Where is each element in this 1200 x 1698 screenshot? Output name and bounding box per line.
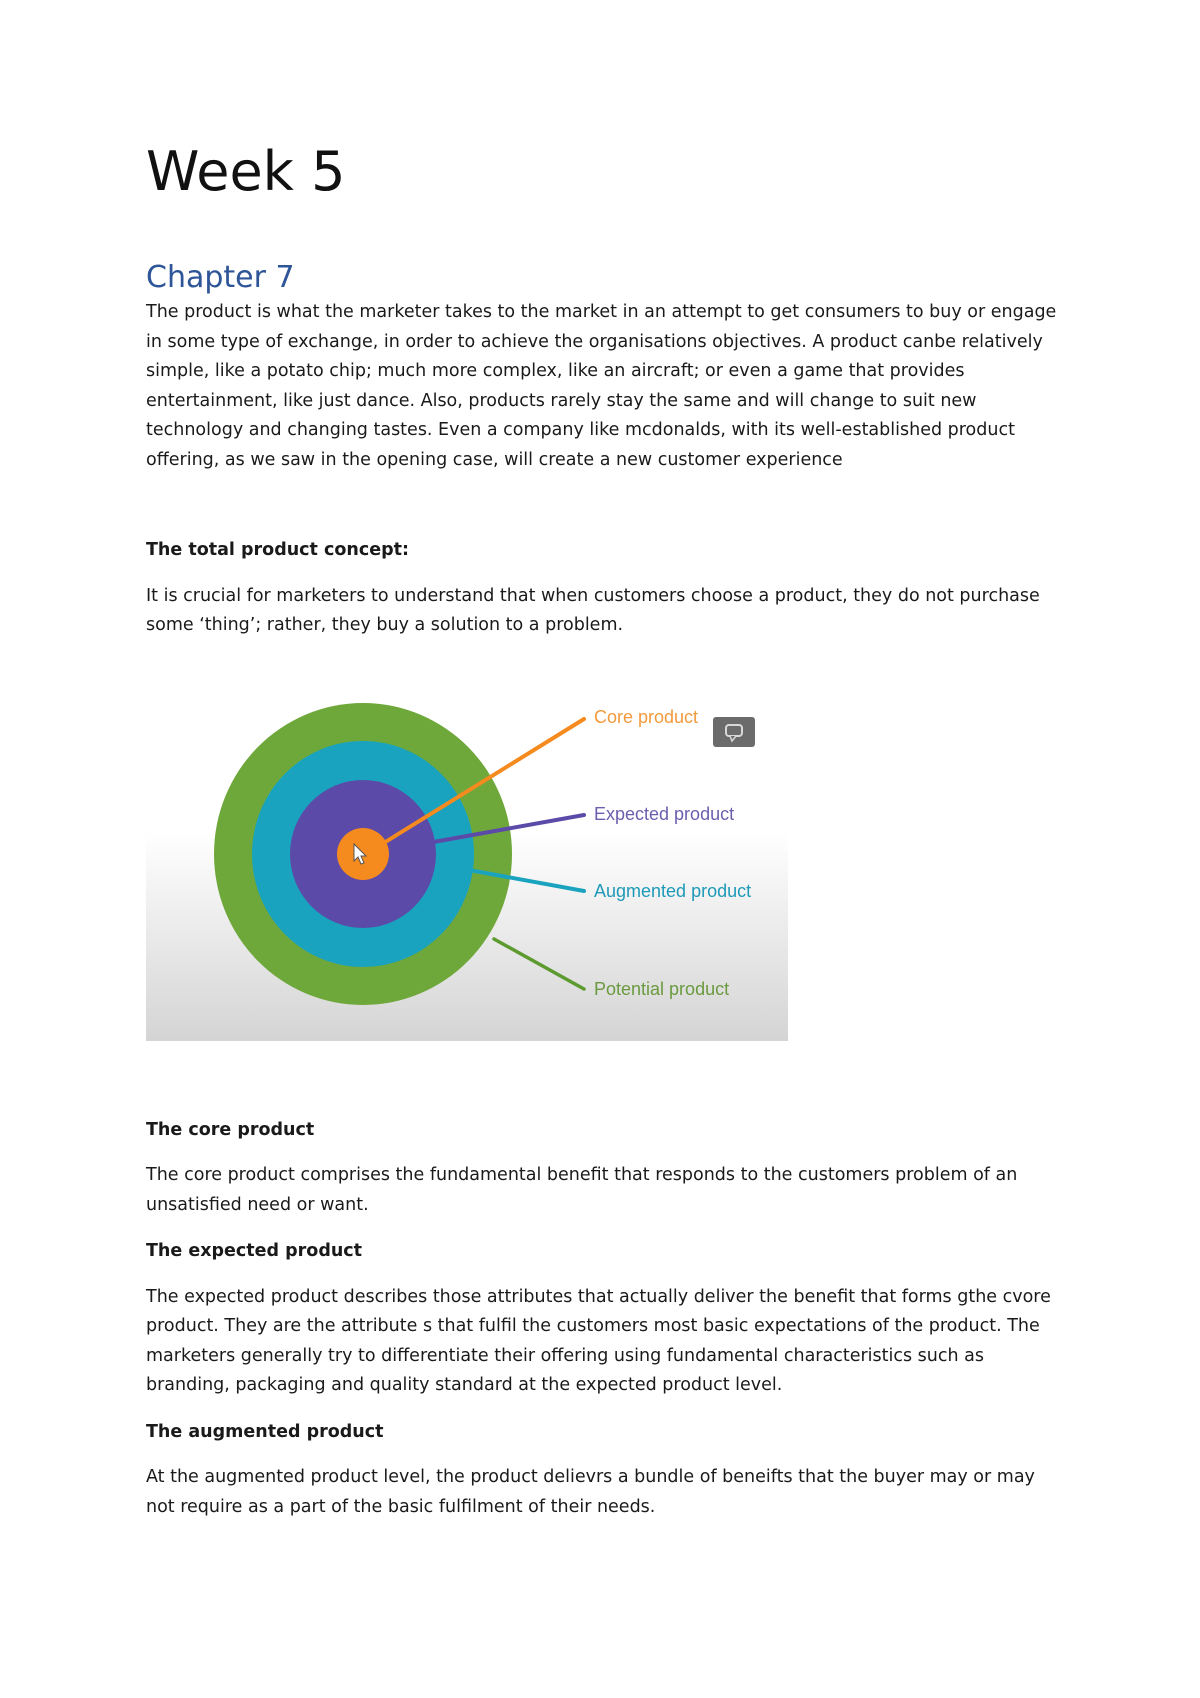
expected-product-text: The expected product describes those attributes that actually deliver the benefit that forms gthe cvore product. They are the attribute s that fulfil the customers most basic expectations of the product. The marketers generally try to differentiate their offering using fundamental characteristics such as branding, packaging and quality standard at the expected product level. bbox=[146, 1286, 1051, 1395]
total-product-diagram bbox=[146, 681, 788, 1041]
chapter-heading: Chapter 7 bbox=[146, 260, 295, 295]
expected-product-label: Expected product bbox=[594, 803, 735, 824]
potential-product-label: Potential product bbox=[594, 978, 730, 999]
core-product-heading: The core product bbox=[146, 1119, 315, 1140]
page-title: Week 5 bbox=[146, 140, 346, 203]
augmented-product-text: At the augmented product level, the product delievrs a bundle of beneifts that the buyer may or may not require as a part of the basic fulfilment of their needs. bbox=[146, 1467, 1035, 1517]
augmented-product-label: Augmented product bbox=[594, 880, 752, 901]
document-body bbox=[146, 140, 1066, 1522]
intro-paragraph: The product is what the marketer takes to the market in an attempt to get consumers to buy or engage in some type of exchange, in order to achieve the organisations objectives. A product canbe relatively simple, like a potato chip; much more complex, like an aircraft; or even a game that provides entertainment, like just dance. Also, products rarely stay the same and will change to suit new technology and changing tastes. Even a company like mcdonalds, with its well-established product offering, as we saw in the opening case, will create a new customer experience bbox=[146, 302, 1057, 470]
comment-icon[interactable] bbox=[713, 717, 755, 747]
total-product-concept-heading: The total product concept: bbox=[146, 540, 409, 560]
core-product-label: Core product bbox=[594, 706, 699, 727]
diagram-svg bbox=[146, 681, 788, 1041]
expected-product-heading: The expected product bbox=[146, 1241, 363, 1261]
total-product-concept-text: It is crucial for marketers to understand that when customers choose a product, they do not purchase some ‘thing’; rather, they buy a solution to a problem. bbox=[146, 585, 1040, 635]
augmented-product-heading: The augmented product bbox=[146, 1421, 384, 1442]
core-product-text: The core product comprises the fundamental benefit that responds to the customers problem of an unsatisfied need or want. bbox=[146, 1165, 1018, 1215]
